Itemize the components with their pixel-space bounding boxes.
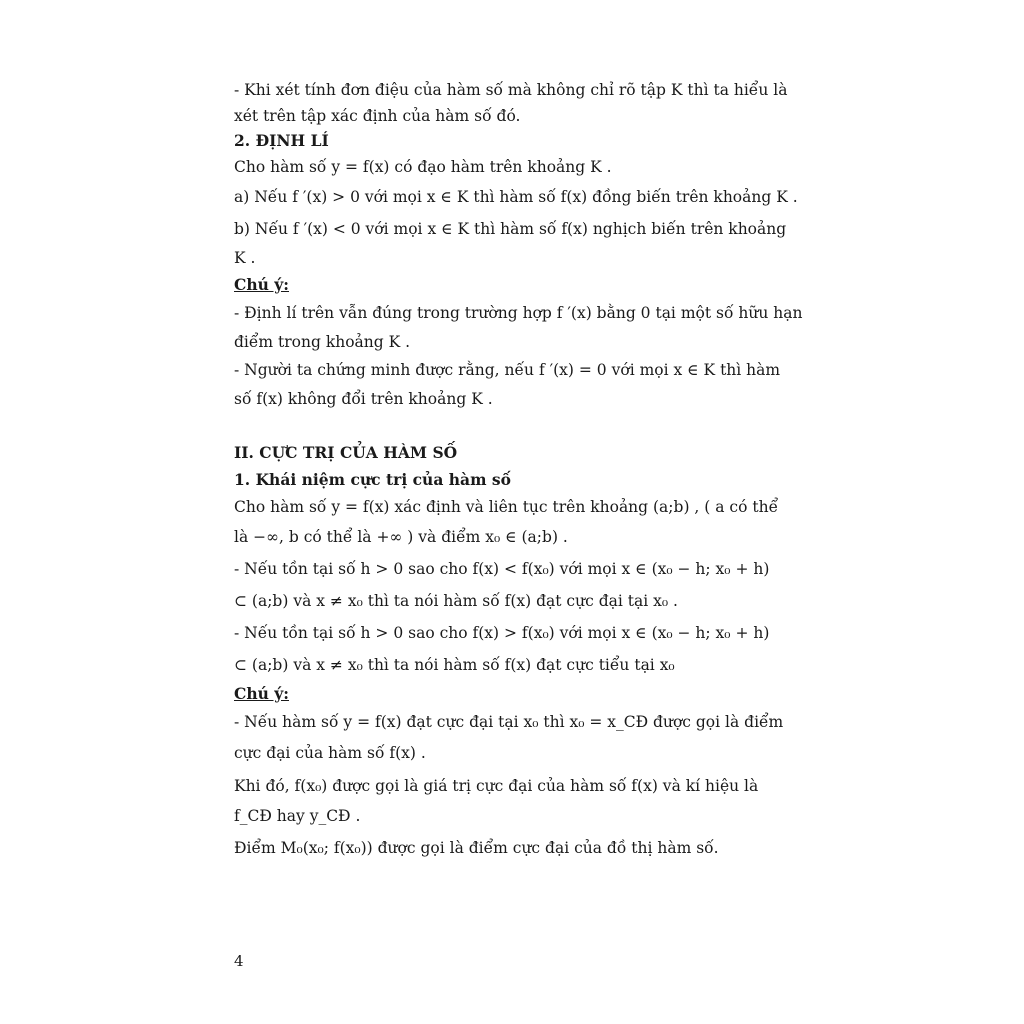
text-line-1: - Khi xét tính đơn điệu của hàm số mà không chỉ rõ tập K thì ta hiểu là bbox=[234, 81, 788, 99]
section-heading-cuc-tri: II. CỰC TRỊ CỦA HÀM SỐ bbox=[234, 443, 458, 462]
item-b: b) Nếu f ′(x) < 0 với mọi x ∈ K thì hàm số f(x) nghịch biến trên khoảng bbox=[234, 220, 787, 238]
text-line-19: - Nếu tồn tại số h > 0 sao cho f(x) > f(x₀) với mọi x ∈ (x₀ − h; x₀ + h) bbox=[234, 624, 770, 642]
text-line-15: Cho hàm số y = f(x) xác định và liên tục trên khoảng (a;b) , ( a có thể bbox=[234, 498, 779, 516]
text-line-7: K . bbox=[234, 249, 256, 267]
note-label-1: Chú ý: bbox=[234, 275, 289, 294]
item-a: a) Nếu f ′(x) > 0 với mọi x ∈ K thì hàm số f(x) đồng biến trên khoảng K . bbox=[234, 188, 798, 206]
section-heading-dinh-li: 2. ĐỊNH LÍ bbox=[234, 131, 329, 150]
note-label-2: Chú ý: bbox=[234, 684, 289, 703]
text-line-23: cực đại của hàm số f(x) . bbox=[234, 744, 426, 762]
text-line-20: ⊂ (a;b) và x ≠ x₀ thì ta nói hàm số f(x) đạt cực tiểu tại x₀ bbox=[234, 656, 675, 674]
text-line-12: số f(x) không đổi trên khoảng K . bbox=[234, 390, 493, 408]
text-line-22: - Nếu hàm số y = f(x) đạt cực đại tại x₀ thì x₀ = x_CĐ được gọi là điểm bbox=[234, 713, 784, 731]
text-line-25: f_CĐ hay y_CĐ . bbox=[234, 807, 361, 825]
text-line-11: - Người ta chứng minh được rằng, nếu f ′(x) = 0 với mọi x ∈ K thì hàm bbox=[234, 361, 781, 379]
text-line-24: Khi đó, f(x₀) được gọi là giá trị cực đại của hàm số f(x) và kí hiệu là bbox=[234, 777, 759, 795]
text-line-2: xét trên tập xác định của hàm số đó. bbox=[234, 107, 521, 125]
subsection-heading-khai-niem: 1. Khái niệm cực trị của hàm số bbox=[234, 470, 511, 489]
text-line-16: là −∞, b có thể là +∞ ) và điểm x₀ ∈ (a;b) . bbox=[234, 528, 568, 546]
text-line-26: Điểm M₀(x₀; f(x₀)) được gọi là điểm cực đại của đồ thị hàm số. bbox=[234, 839, 719, 857]
page-number: 4 bbox=[234, 952, 244, 970]
text-line-4: Cho hàm số y = f(x) có đạo hàm trên khoảng K . bbox=[234, 158, 612, 176]
text-line-17: - Nếu tồn tại số h > 0 sao cho f(x) < f(x₀) với mọi x ∈ (x₀ − h; x₀ + h) bbox=[234, 560, 770, 578]
text-line-18: ⊂ (a;b) và x ≠ x₀ thì ta nói hàm số f(x) đạt cực đại tại x₀ . bbox=[234, 592, 678, 610]
text-line-9: - Định lí trên vẫn đúng trong trường hợp f ′(x) bằng 0 tại một số hữu hạn bbox=[234, 304, 803, 322]
text-line-10: điểm trong khoảng K . bbox=[234, 333, 411, 351]
